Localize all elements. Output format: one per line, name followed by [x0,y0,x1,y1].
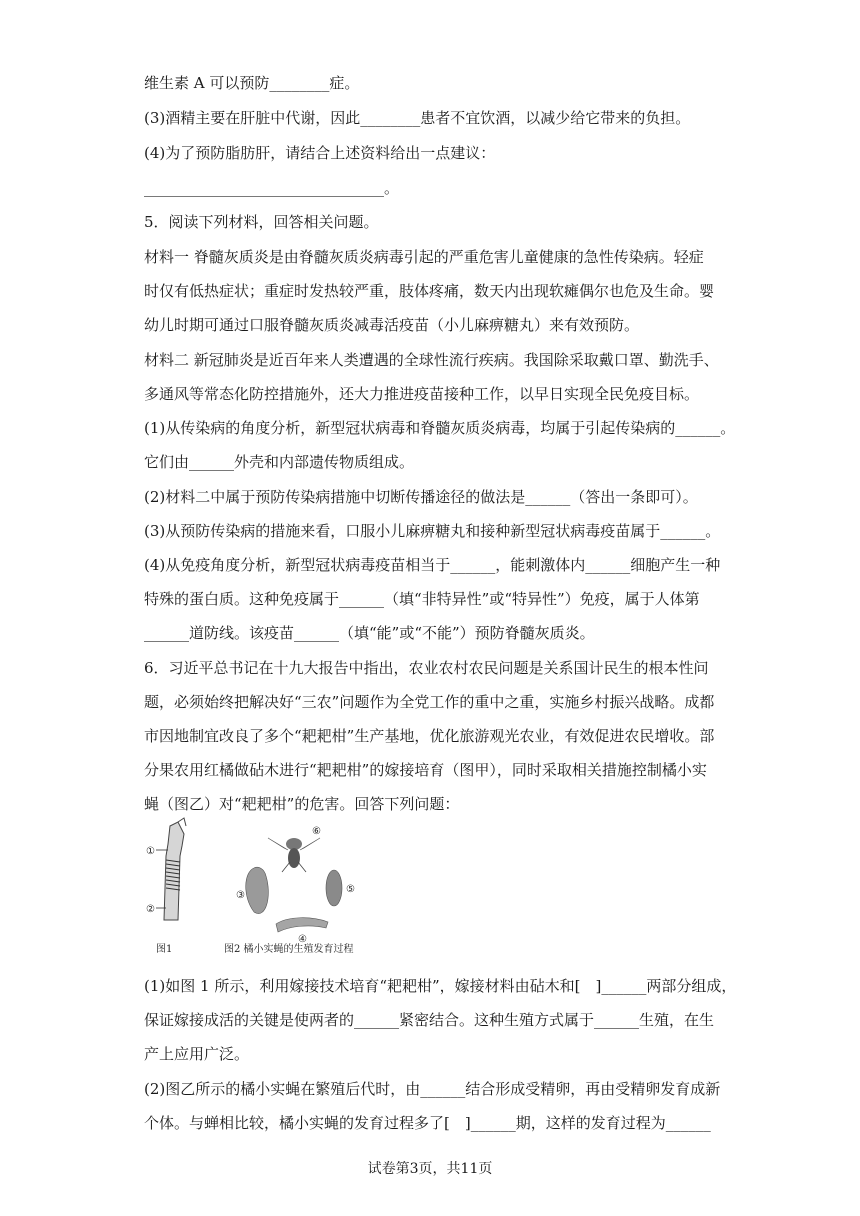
text-line: ________________________________。 [144,179,400,197]
text-line: (3)从预防传染病的措施来看，口服小儿麻痹糖丸和接种新型冠状病毒疫苗属于______。 [144,522,721,540]
text-line: 蝇（图乙）对“耙耙柑”的危害。回答下列问题： [144,795,460,813]
figure-label-3: ③ [236,890,245,901]
figure-label-5: ⑤ [346,884,355,895]
text-line: 特殊的蛋白质。这种免疫属于______（填“非特异性”或“特异性”）免疫，属于人体第 [144,590,700,608]
text-line: 个体。与蝉相比较，橘小实蝇的发育过程多了[ ]______期，这样的发育过程为______ [144,1114,711,1132]
figure-2-caption: 图2 橘小实蝇的生殖发育过程 [224,944,354,955]
text-line: (1)从传染病的角度分析，新型冠状病毒和脊髓灰质炎病毒，均属于引起传染病的______。 [144,419,736,437]
text-line: (4)为了预防脂肪肝，请结合上述资料给出一点建议： [144,144,496,162]
text-line: (2)图乙所示的橘小实蝇在繁殖后代时，由______结合形成受精卵，再由受精卵发育成新 [144,1080,721,1098]
text-line: 它们由______外壳和内部遗传物质组成。 [144,453,415,471]
text-line: 时仅有低热症状；重症时发热较严重，肢体疼痛，数天内出现软瘫偶尔也危及生命。婴 [144,282,715,300]
text-line: ______道防线。该疫苗______（填“能”或“不能”）预防脊髓灰质炎。 [144,624,595,642]
grafting-and-fly-figure [144,816,374,956]
figure-1-caption: 图1 [156,944,173,955]
text-line: 分果农用红橘做砧木进行“耙耙柑”的嫁接培育（图甲），同时采取相关措施控制橘小实 [144,761,707,779]
text-line: 材料二 新冠肺炎是近百年来人类遭遇的全球性流行疾病。我国除采取戴口罩、勤洗手、 [144,351,719,369]
figure-label-6: ⑥ [312,826,321,837]
text-line: 产上应用广泛。 [144,1045,250,1063]
text-line: 保证嫁接成活的关键是使两者的______紧密结合。这种生殖方式属于______生殖，在生 [144,1011,715,1029]
text-line: (4)从免疫角度分析，新型冠状病毒疫苗相当于______，能刺激体内______细胞产生一种 [144,556,721,574]
text-line: 多通风等常态化防控措施外，还大力推进疫苗接种工作，以早日实现全民免疫目标。 [144,385,700,403]
question-6-heading: 6．习近平总书记在十九大报告中指出，农业农村农民问题是关系国计民生的根本性问 [144,659,709,677]
text-line: (3)酒精主要在肝脏中代谢，因此________患者不宜饮酒，以减少给它带来的负担。 [144,109,691,127]
figure-label-4: ④ [298,934,307,945]
text-line: 题，必须始终把解决好“三农”问题作为全党工作的重中之重，实施乡村振兴战略。成都 [144,693,715,711]
page-footer: 试卷第3页，共11页 [367,1161,493,1177]
text-line: 维生素 A 可以预防________症。 [144,74,360,92]
text-line: 市因地制宜改良了多个“耙耙柑”生产基地，优化旅游观光农业，有效促进农民增收。部 [144,727,715,745]
figure-label-2: ② [146,904,155,915]
text-line: (2)材料二中属于预防传染病措施中切断传播途径的做法是______（答出一条即可）。 [144,488,698,506]
text-line: (1)如图 1 所示，利用嫁接技术培育“耙耙柑”，嫁接材料由砧木和[ ]______两部分组成， [144,977,737,995]
text-line: 幼儿时期可通过口服脊髓灰质炎减毒活疫苗（小儿麻痹糖丸）来有效预防。 [144,316,640,334]
text-line: 材料一 脊髓灰质炎是由脊髓灰质炎病毒引起的严重危害儿童健康的急性传染病。轻症 [144,248,704,266]
figure-label-1: ① [146,846,155,857]
question-5-heading: 5．阅读下列材料，回答相关问题。 [144,213,379,231]
